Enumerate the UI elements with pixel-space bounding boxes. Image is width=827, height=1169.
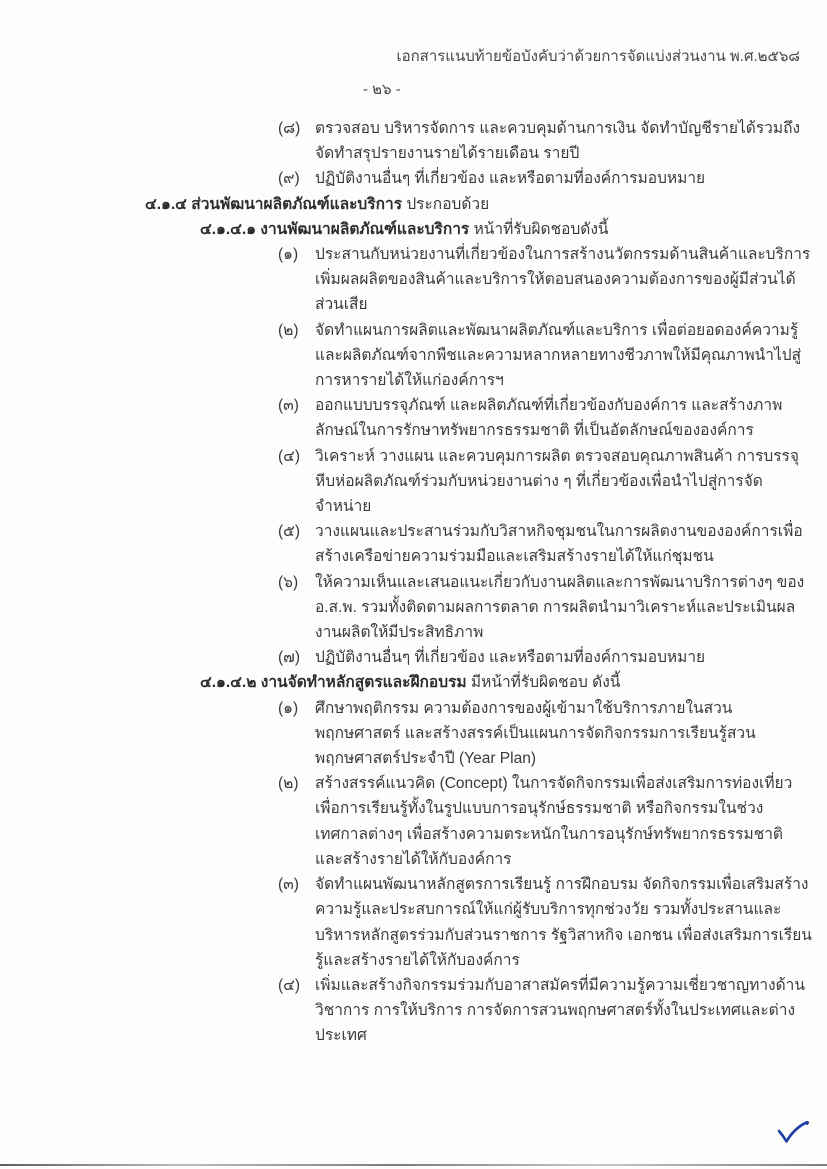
- item-text: วิเคราะห์ วางแผน และควบคุมการผลิต ตรวจสอบคุณภาพสินค้า การบรรจุหีบห่อผลิตภัณฑ์ร่วมกับหน่วยงานต่าง ๆ ที่เกี่ยวข้องเพื่อนำไปสู่การจัดจำหน่าย: [315, 447, 799, 516]
- heading-suffix: หน้าที่รับผิดชอบดังนี้: [469, 220, 609, 238]
- item-text: ออกแบบบรรจุภัณฑ์ และผลิตภัณฑ์ที่เกี่ยวข้องกับองค์การ และสร้างภาพลักษณ์ในการรักษาทรัพยากรธรรมชาติ ที่เป็นอัตลักษณ์ขององค์การ: [315, 397, 783, 440]
- list-item: [278, 645, 812, 670]
- list-item: [278, 973, 812, 1049]
- list-item: [278, 519, 812, 569]
- item-number: (๓): [278, 876, 299, 894]
- list-item: [278, 696, 812, 772]
- list-item: [278, 318, 812, 394]
- item-number: (๕): [278, 523, 301, 541]
- item-number: (๖): [278, 573, 299, 591]
- item-text: ปฏิบัติงานอื่นๆ ที่เกี่ยวข้อง และหรือตามที่องค์การมอบหมาย: [315, 649, 706, 667]
- item-number: (๗): [278, 649, 300, 667]
- item-number: (๔): [278, 976, 301, 994]
- heading-number: ๔.๑.๔.๒: [200, 674, 261, 692]
- item-text: สร้างสรรค์แนวคิด (Concept) ในการจัดกิจกรรมเพื่อส่งเสริมการท่องเที่ยวเพื่อการเรียนรู้ทั้งในรูปแบบการอนุรักษ์ธรรมชาติ หรือกิจกรรมในช่วงเทศกาลต่างๆ เพื่อสร้างความตระหนักในการอนุรักษ์ทรัพยากรธรรมชาติ และสร้างรายได้ให้กับองค์การ: [315, 775, 793, 868]
- scan-edge-line: [0, 1164, 827, 1166]
- heading-title: ส่วนพัฒนาผลิตภัณฑ์และบริการ: [191, 195, 403, 213]
- item-text: ประสานกับหน่วยงานที่เกี่ยวข้องในการสร้างนวัตกรรมด้านสินค้าและบริการ เพิ่มผลผลิตของสินค้าและบริการให้ตอบสนองความต้องการของผู้มีส่วนได้ส่วนเสีย: [315, 246, 811, 314]
- list-item: [278, 242, 812, 318]
- list-item: [278, 116, 812, 166]
- item-text: ให้ความเห็นและเสนอแนะเกี่ยวกับงานผลิตและการพัฒนาบริการต่างๆ ของ อ.ส.พ. รวมทั้งติดตามผลการตลาด การผลิตนำมาวิเคราะห์และประเมินผลงานผลิตให้มีประสิทธิภาพ: [315, 573, 805, 642]
- heading-suffix: ประกอบด้วย: [402, 195, 490, 213]
- item-number: (๙): [278, 170, 300, 188]
- item-text: เพิ่มและสร้างกิจกรรมร่วมกับอาสาสมัครที่มีความรู้ความเชี่ยวชาญทางด้านวิชาการ การให้บริการ การจัดการสวนพฤกษศาสตร์ทั้งในประเทศและต่างประเทศ: [315, 976, 805, 1045]
- list-item: [278, 771, 812, 872]
- item-number: (๔): [278, 447, 301, 465]
- item-text: ตรวจสอบ บริหารจัดการ และควบคุมด้านการเงิน จัดทำบัญชีรายได้รวมถึงจัดทำสรุปรายงานรายได้รายเดือน รายปี: [315, 120, 801, 163]
- list-item: [278, 444, 812, 520]
- page-number: - ๒๖ -: [363, 81, 401, 98]
- subsection-heading: [200, 217, 827, 242]
- document-body: [0, 116, 827, 1049]
- heading-suffix: มีหน้าที่รับผิดชอบ ดังนี้: [466, 674, 621, 692]
- list-item: [278, 393, 812, 443]
- item-number: (๒): [278, 321, 299, 339]
- heading-number: ๔.๑.๔: [145, 195, 192, 213]
- item-text: ศึกษาพฤติกรรม ความต้องการของผู้เข้ามาใช้บริการภายในสวนพฤกษศาสตร์ และสร้างสรรค์เป็นแผนการจัดกิจกรรมการเรียนรู้สวนพฤกษศาสตร์ประจำปี (Year Plan): [315, 699, 756, 768]
- item-number: (๘): [278, 120, 301, 137]
- item-number: (๓): [278, 397, 299, 415]
- list-item: [278, 570, 812, 646]
- item-number: (๑): [278, 699, 299, 717]
- item-text: วางแผนและประสานร่วมกับวิสาหกิจชุมชนในการผลิตงานขององค์การเพื่อสร้างเครือข่ายความร่วมมือและเสริมสร้างรายได้ให้แก่ชุมชน: [315, 523, 803, 566]
- item-number: (๒): [278, 775, 299, 793]
- document-header-note: เอกสารแนบท้ายข้อบังคับว่าด้วยการจัดแบ่งส่วนงาน พ.ศ.๒๕๖๘: [396, 48, 800, 65]
- heading-title: งานพัฒนาผลิตภัณฑ์และบริการ: [260, 220, 470, 238]
- list-item: [278, 166, 812, 191]
- subsection-heading: [200, 670, 827, 695]
- section-heading: [145, 192, 827, 217]
- heading-number: ๔.๑.๔.๑: [200, 220, 261, 238]
- item-text: ปฏิบัติงานอื่นๆ ที่เกี่ยวข้อง และหรือตามที่องค์การมอบหมาย: [315, 170, 706, 188]
- heading-title: งานจัดทำหลักสูตรและฝึกอบรม: [260, 674, 467, 692]
- list-item: [278, 872, 812, 973]
- item-text: จัดทำแผนการผลิตและพัฒนาผลิตภัณฑ์และบริการ เพื่อต่อยอดองค์ความรู้และผลิตภัณฑ์จากพืชและความหลากหลายทางชีวภาพให้มีคุณภาพนำไปสู่การหารายได้ให้แก่องค์การฯ: [315, 321, 802, 390]
- item-number: (๑): [278, 246, 299, 264]
- checkmark-annotation: [774, 1116, 812, 1148]
- item-text: จัดทำแผนพัฒนาหลักสูตรการเรียนรู้ การฝึกอบรม จัดกิจกรรมเพื่อเสริมสร้างความรู้และประสบการณ์ให้แก่ผู้รับบริการทุกช่วงวัย รวมทั้งประสานและบริหารหลักสูตรร่วมกับส่วนราชการ รัฐวิสาหกิจ เอกชน เพื่อส่งเสริมการเรียนรู้และสร้างรายได้ให้กับองค์การ: [315, 876, 812, 969]
